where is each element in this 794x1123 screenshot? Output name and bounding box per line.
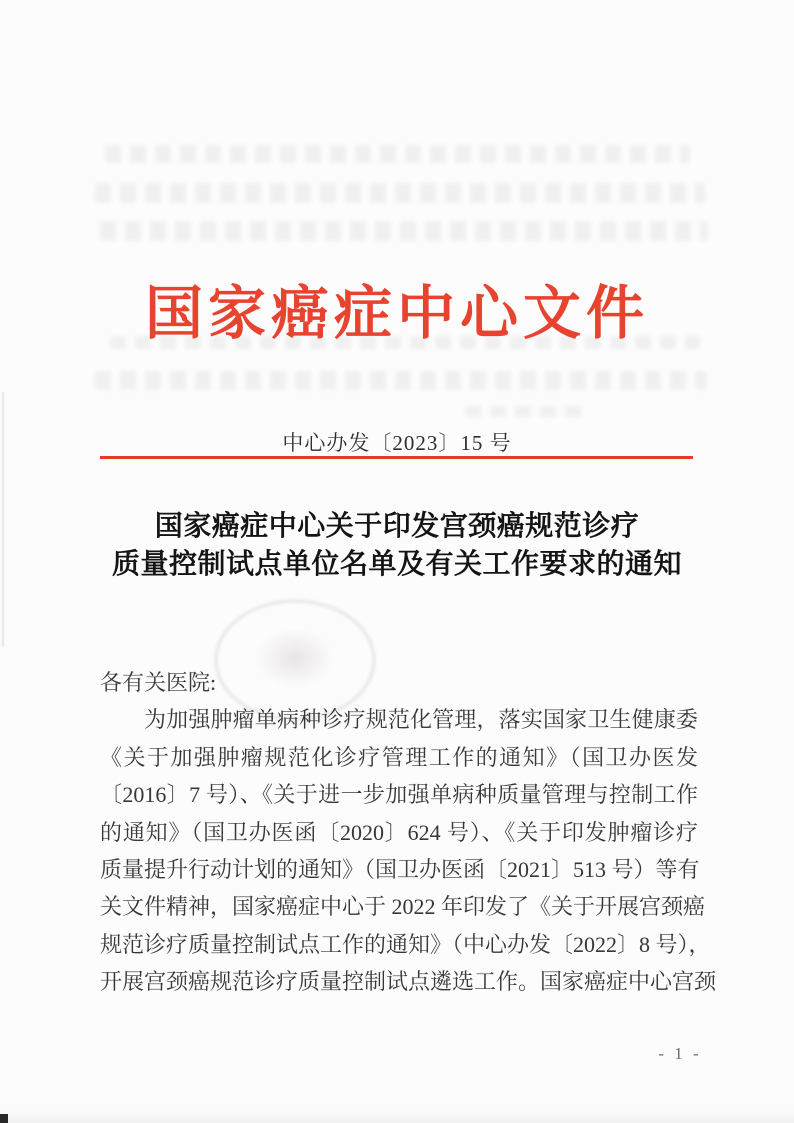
bleed-through-row bbox=[105, 145, 690, 163]
body-text-line: 规范诊疗质量控制试点工作的通知》（中心办发〔2022〕8 号）， bbox=[100, 931, 711, 957]
document-title-line2: 质量控制试点单位名单及有关工作要求的通知 bbox=[111, 549, 682, 580]
page-number: - 1 - bbox=[658, 1044, 702, 1063]
bleed-through-row bbox=[465, 406, 590, 417]
body-text-line: 关文件精神，国家癌症中心于 2022 年印发了《关于开展宫颈癌 bbox=[100, 894, 706, 920]
salutation-line: 各有关医院: bbox=[100, 670, 217, 695]
document-number: 中心办发〔2023〕15 号 bbox=[282, 431, 512, 455]
scan-bottom-shadow bbox=[0, 1110, 794, 1123]
bleed-through-row bbox=[100, 221, 708, 241]
body-text-line: 《关于加强肿瘤规范化诊疗管理工作的通知》（国卫办医发 bbox=[100, 744, 698, 770]
document-body bbox=[100, 664, 717, 1001]
body-text-line: 质量提升行动计划的通知》（国卫办医函〔2021〕513 号）等有 bbox=[100, 857, 700, 883]
document-title bbox=[57, 508, 737, 584]
bleed-through-row bbox=[95, 371, 707, 390]
body-text-line: 〔2016〕7 号）、《关于进一步加强单病种质量管理与控制工作 bbox=[100, 782, 698, 808]
body-text-line: 开展宫颈癌规范诊疗质量控制试点遴选工作。国家癌症中心宫颈 bbox=[100, 969, 717, 995]
document-title-line1: 国家癌症中心关于印发宫颈癌规范诊疗 bbox=[154, 511, 640, 542]
red-separator-rule bbox=[100, 456, 693, 459]
scan-edge-artifact bbox=[2, 392, 4, 647]
body-text-line: 为加强肿瘤单病种诊疗规范化管理，落实国家卫生健康委 bbox=[144, 707, 698, 733]
letterhead-title: 国家癌症中心文件 bbox=[144, 281, 649, 346]
body-text-line: 的通知》（国卫办医函〔2020〕624 号）、《关于印发肿瘤诊疗 bbox=[100, 819, 698, 845]
bleed-through-row bbox=[95, 183, 705, 203]
